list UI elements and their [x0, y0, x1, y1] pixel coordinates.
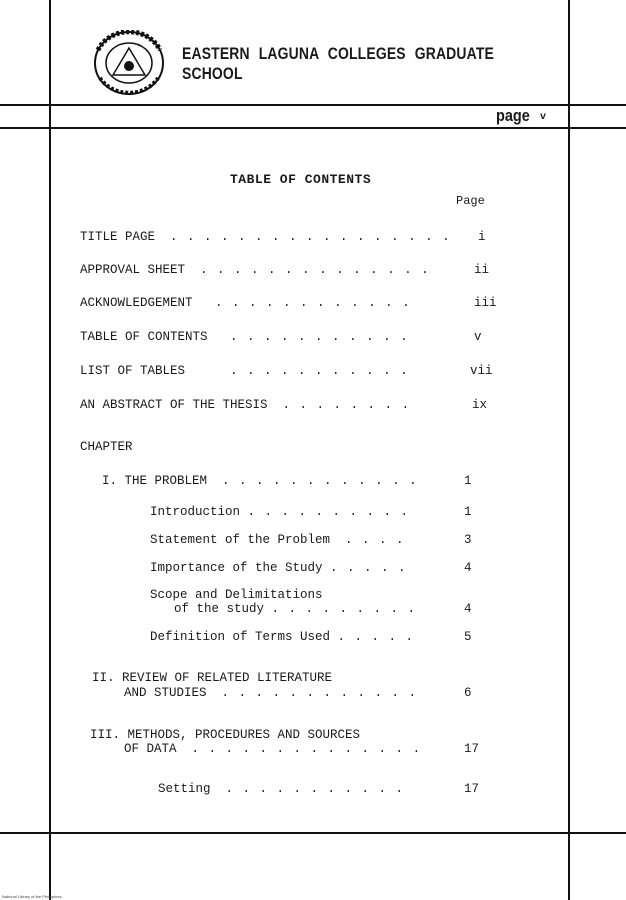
toc-entry-page: 1: [464, 505, 472, 519]
toc-title: TABLE OF CONTENTS: [230, 172, 372, 187]
toc-entry-dots: . . . . . . . . . . .: [230, 330, 409, 344]
toc-entry-page: iii: [474, 296, 497, 310]
toc-entry-dots: . . . . . . . . . . . . . .: [200, 263, 430, 277]
school-title: EASTERN LAGUNA COLLEGES GRADUATE SCHOOL: [182, 44, 494, 83]
toc-entry: [124, 686, 417, 700]
toc-entry-dots: . . . . . . . .: [282, 398, 411, 412]
toc-entry-dots: . . . . .: [330, 561, 407, 575]
toc-entry: [80, 364, 409, 378]
toc-entry: [150, 561, 407, 575]
toc-entry-dots: . . . . . . . . . . . .: [222, 474, 418, 488]
toc-entry-page: 4: [464, 602, 472, 616]
left-border-line: [49, 0, 51, 900]
college-seal: [88, 30, 170, 96]
toc-entry-dots: . . . . . . . . . . . . . .: [191, 742, 422, 756]
page-label: page: [496, 106, 530, 125]
header-rule-top: [0, 104, 626, 106]
toc-entry-label: Statement of the Problem: [150, 533, 331, 547]
toc-entry-label: Scope and Delimitations: [150, 588, 323, 602]
toc-entry-dots: . . . . . . . . . . . .: [221, 686, 418, 700]
toc-entry: [92, 671, 332, 685]
toc-entry-label: Importance of the Study: [150, 561, 323, 575]
toc-entry: [174, 602, 416, 616]
toc-entry-dots: . . . . . . . . . .: [247, 505, 410, 519]
toc-entry-page: 17: [464, 742, 480, 756]
toc-entry-page: 1: [464, 474, 472, 488]
toc-entry-label: AND STUDIES: [124, 686, 207, 700]
toc-entry-label: ACKNOWLEDGEMENT: [80, 296, 193, 310]
toc-entry-label: LIST OF TABLES: [80, 364, 186, 378]
toc-entry-dots: . . . . .: [337, 630, 415, 644]
toc-entry-dots: . . . . . . . . . . . .: [215, 296, 411, 310]
toc-entry: [150, 505, 409, 519]
toc-entry: [150, 533, 405, 547]
toc-entry-page: 5: [464, 630, 472, 644]
toc-entry: [80, 230, 451, 244]
toc-entry-label: Introduction: [150, 505, 241, 519]
toc-entry: [90, 728, 360, 742]
toc-entry-page: v: [474, 330, 482, 344]
footer-credit: National Library of the Philippines: [2, 894, 62, 899]
toc-entry-label: AN ABSTRACT OF THE THESIS: [80, 398, 268, 412]
toc-entry-label: OF DATA: [124, 742, 177, 756]
toc-entry: [158, 782, 404, 796]
toc-entry: [80, 263, 430, 277]
toc-entry-dots: . . . . . . . . . . .: [230, 364, 409, 378]
toc-entry: [80, 296, 411, 310]
toc-entry-dots: . . . . . . . . .: [271, 602, 417, 616]
toc-entry-label: I. THE PROBLEM: [102, 474, 208, 488]
toc-entry: [124, 742, 421, 756]
toc-entry-page: 4: [464, 561, 472, 575]
toc-entry-page: i: [478, 230, 486, 244]
toc-entry: [102, 474, 418, 488]
toc-entry: [80, 398, 410, 412]
toc-entry-page: ix: [472, 398, 488, 412]
page-column-header: Page: [456, 194, 485, 208]
toc-entry-label: II. REVIEW OF RELATED LITERATURE: [92, 671, 333, 685]
right-border-line: [568, 0, 570, 900]
toc-entry: [150, 630, 414, 644]
toc-entry: [150, 588, 323, 602]
toc-entry-page: 3: [464, 533, 472, 547]
toc-entry-page: vii: [470, 364, 493, 378]
toc-entry-label: of the study: [174, 602, 265, 616]
toc-entry-label: Setting: [158, 782, 211, 796]
toc-entry-label: TABLE OF CONTENTS: [80, 330, 208, 344]
toc-entry-label: III. METHODS, PROCEDURES AND SOURCES: [90, 728, 361, 742]
toc-entry-label: APPROVAL SHEET: [80, 263, 186, 277]
toc-entry-label: Definition of Terms Used: [150, 630, 331, 644]
header-rule-bottom: [0, 127, 626, 129]
toc-entry: [80, 330, 409, 344]
toc-entry-dots: . . . . . . . . . . . . . . . . .: [170, 230, 451, 244]
page-number: v: [540, 112, 547, 123]
toc-entry-label: TITLE PAGE: [80, 230, 156, 244]
toc-entry-page: 17: [464, 782, 480, 796]
toc-entry-page: ii: [474, 263, 490, 277]
footer-rule: [0, 832, 626, 834]
toc-entry-dots: . . . . . . . . . . .: [225, 782, 405, 796]
chapter-label: CHAPTER: [80, 440, 133, 454]
toc-entry-dots: . . . .: [345, 533, 405, 547]
toc-entry-page: 6: [464, 686, 472, 700]
